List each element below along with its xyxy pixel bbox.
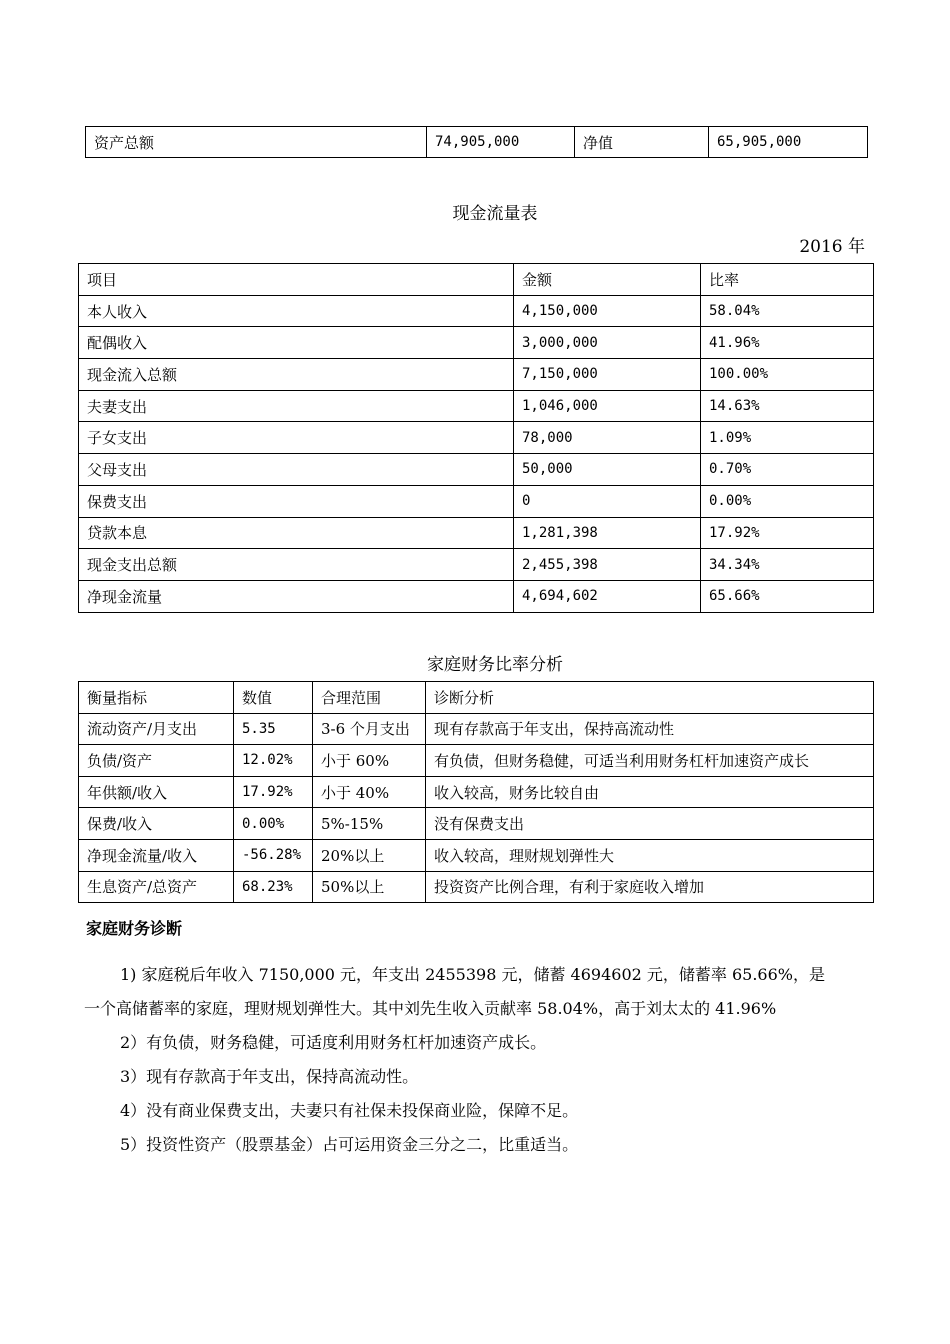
table-row bbox=[79, 745, 874, 777]
net-worth-label: 净值 bbox=[575, 127, 709, 158]
diagnosis-item-1-line-1: 1) 家庭税后年收入 7150,000 元，年支出 2455398 元，储蓄 4694602 元，储蓄率 65.66%，是 bbox=[120, 965, 825, 984]
table-cell: 现金支出总额 bbox=[79, 549, 514, 581]
asset-summary-table bbox=[85, 126, 868, 158]
diagnosis-item-2: 2）有负债，财务稳健，可适度利用财务杠杆加速资产成长。 bbox=[120, 1033, 547, 1052]
table-cell: 50,000 bbox=[514, 454, 701, 486]
table-row bbox=[79, 808, 874, 840]
table-row bbox=[79, 517, 874, 549]
table-header-cell: 衡量指标 bbox=[79, 682, 234, 714]
table-cell: 20%以上 bbox=[313, 839, 426, 871]
table-cell: 65.66% bbox=[701, 580, 874, 612]
table-cell: 贷款本息 bbox=[79, 517, 514, 549]
table-row bbox=[79, 580, 874, 612]
table-cell: 0.70% bbox=[701, 454, 874, 486]
table-cell: 小于 40% bbox=[313, 776, 426, 808]
table-header-cell: 项目 bbox=[79, 264, 514, 296]
ratio-title: 家庭财务比率分析 bbox=[427, 655, 563, 675]
table-row bbox=[79, 295, 874, 327]
table-cell: 4,150,000 bbox=[514, 295, 701, 327]
table-cell: 有负债，但财务稳健，可适当利用财务杠杆加速资产成长 bbox=[426, 745, 874, 777]
cashflow-year: 2016 年 bbox=[799, 237, 865, 257]
table-row bbox=[79, 359, 874, 391]
table-cell: 本人收入 bbox=[79, 295, 514, 327]
table-cell: 负债/资产 bbox=[79, 745, 234, 777]
table-cell: 68.23% bbox=[234, 871, 313, 903]
table-cell: 3-6 个月支出 bbox=[313, 713, 426, 745]
table-cell: 34.34% bbox=[701, 549, 874, 581]
table-cell: 5%-15% bbox=[313, 808, 426, 840]
table-header-cell: 比率 bbox=[701, 264, 874, 296]
table-cell: 78,000 bbox=[514, 422, 701, 454]
table-cell: 父母支出 bbox=[79, 454, 514, 486]
table-row bbox=[79, 454, 874, 486]
table-cell: 净现金流量/收入 bbox=[79, 839, 234, 871]
table-cell: 5.35 bbox=[234, 713, 313, 745]
table-cell: 2,455,398 bbox=[514, 549, 701, 581]
table-cell: 17.92% bbox=[234, 776, 313, 808]
table-header-cell: 诊断分析 bbox=[426, 682, 874, 714]
table-cell: 0 bbox=[514, 485, 701, 517]
diagnosis-heading: 家庭财务诊断 bbox=[86, 919, 183, 938]
table-row bbox=[86, 127, 868, 158]
table-cell: 小于 60% bbox=[313, 745, 426, 777]
table-cell: 现有存款高于年支出，保持高流动性 bbox=[426, 713, 874, 745]
table-cell: 保费/收入 bbox=[79, 808, 234, 840]
diagnosis-item-4: 4）没有商业保费支出，夫妻只有社保未投保商业险，保障不足。 bbox=[120, 1101, 579, 1120]
table-cell: 现金流入总额 bbox=[79, 359, 514, 391]
table-cell: 3,000,000 bbox=[514, 327, 701, 359]
table-cell: 50%以上 bbox=[313, 871, 426, 903]
table-cell: 1,046,000 bbox=[514, 390, 701, 422]
diagnosis-item-3: 3）现有存款高于年支出，保持高流动性。 bbox=[120, 1067, 419, 1086]
table-cell: 投资资产比例合理，有利于家庭收入增加 bbox=[426, 871, 874, 903]
table-row bbox=[79, 549, 874, 581]
table-cell: 14.63% bbox=[701, 390, 874, 422]
table-cell: 58.04% bbox=[701, 295, 874, 327]
cashflow-table bbox=[78, 263, 874, 613]
table-cell: 1,281,398 bbox=[514, 517, 701, 549]
table-cell: 生息资产/总资产 bbox=[79, 871, 234, 903]
table-cell: 收入较高，理财规划弹性大 bbox=[426, 839, 874, 871]
total-assets-value: 74,905,000 bbox=[427, 127, 575, 158]
ratio-table bbox=[78, 681, 874, 903]
table-cell: 净现金流量 bbox=[79, 580, 514, 612]
table-header-cell: 合理范围 bbox=[313, 682, 426, 714]
table-row bbox=[79, 390, 874, 422]
net-worth-value: 65,905,000 bbox=[709, 127, 868, 158]
table-cell: 流动资产/月支出 bbox=[79, 713, 234, 745]
table-cell: 子女支出 bbox=[79, 422, 514, 454]
diagnosis-paragraphs bbox=[84, 958, 874, 1162]
table-row bbox=[79, 327, 874, 359]
table-header-row bbox=[79, 682, 874, 714]
table-cell: 100.00% bbox=[701, 359, 874, 391]
table-cell: 41.96% bbox=[701, 327, 874, 359]
table-cell: 12.02% bbox=[234, 745, 313, 777]
table-row bbox=[79, 776, 874, 808]
total-assets-label: 资产总额 bbox=[86, 127, 427, 158]
table-cell: 收入较高，财务比较自由 bbox=[426, 776, 874, 808]
table-row bbox=[79, 713, 874, 745]
cashflow-title: 现金流量表 bbox=[452, 204, 538, 224]
table-cell: 0.00% bbox=[234, 808, 313, 840]
table-cell: 配偶收入 bbox=[79, 327, 514, 359]
table-row bbox=[79, 871, 874, 903]
table-header-cell: 数值 bbox=[234, 682, 313, 714]
table-cell: 17.92% bbox=[701, 517, 874, 549]
table-cell: -56.28% bbox=[234, 839, 313, 871]
table-row bbox=[79, 485, 874, 517]
table-row bbox=[79, 422, 874, 454]
diagnosis-item-5: 5）投资性资产（股票基金）占可运用资金三分之二，比重适当。 bbox=[120, 1135, 579, 1154]
diagnosis-item-1-line-2: 一个高储蓄率的家庭，理财规划弹性大。其中刘先生收入贡献率 58.04%，高于刘太太的 41.96% bbox=[84, 999, 777, 1018]
table-cell: 没有保费支出 bbox=[426, 808, 874, 840]
table-cell: 保费支出 bbox=[79, 485, 514, 517]
table-cell: 4,694,602 bbox=[514, 580, 701, 612]
table-header-row bbox=[79, 264, 874, 296]
table-cell: 年供额/收入 bbox=[79, 776, 234, 808]
table-cell: 0.00% bbox=[701, 485, 874, 517]
table-cell: 夫妻支出 bbox=[79, 390, 514, 422]
table-cell: 1.09% bbox=[701, 422, 874, 454]
table-cell: 7,150,000 bbox=[514, 359, 701, 391]
table-row bbox=[79, 839, 874, 871]
table-header-cell: 金额 bbox=[514, 264, 701, 296]
